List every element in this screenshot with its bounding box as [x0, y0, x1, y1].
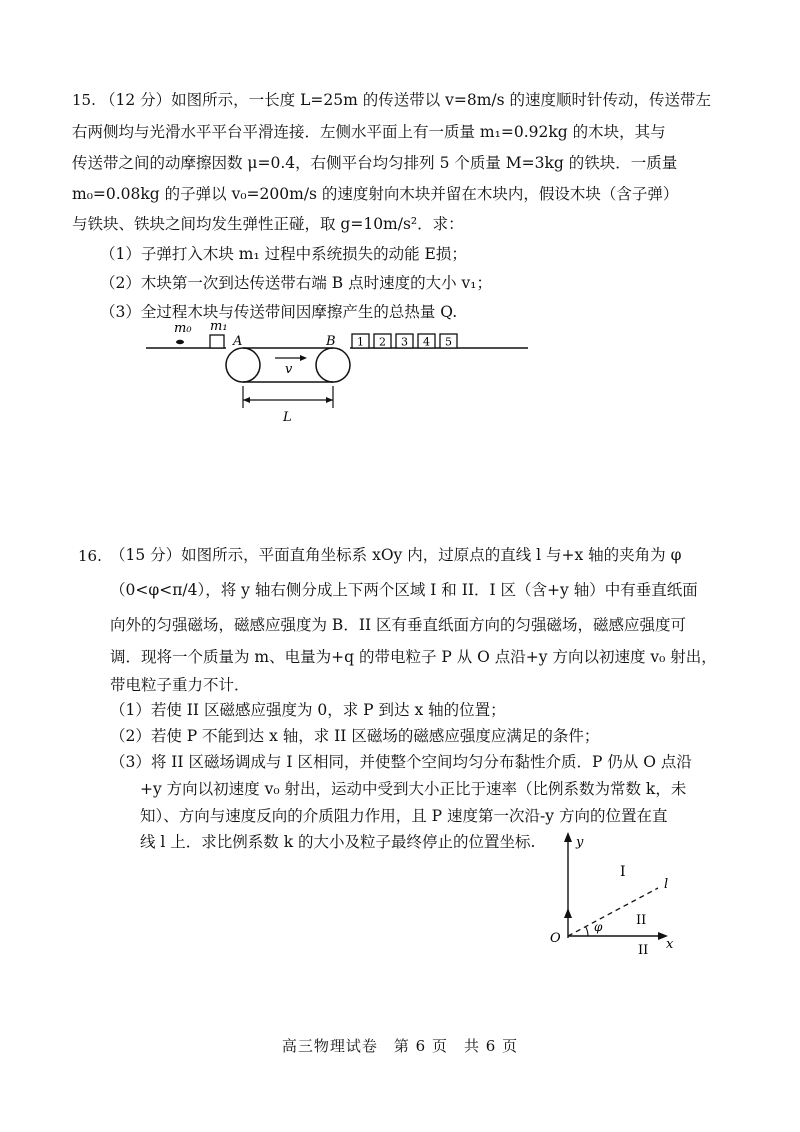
q15-part-3: （3）全过程木块与传送带间因摩擦产生的总热量 Q. — [100, 303, 458, 321]
question-15-number: 15. — [72, 91, 96, 109]
iron-block-4-label: 4 — [423, 335, 430, 349]
bullet-dot — [176, 340, 184, 344]
q16-line-5: 带电粒子重力不计． — [110, 676, 250, 694]
wood-block — [210, 335, 224, 348]
q15-part-2: （2）木块第一次到达传送带右端 B 点时速度的大小 v₁； — [100, 274, 493, 292]
q16-part-1: （1）若使 II 区磁感应强度为 0，求 P 到达 x 轴的位置； — [110, 701, 506, 719]
length-arrow-left — [243, 397, 250, 403]
question-16-number: 16. — [78, 547, 102, 565]
q15-line-2: 右两侧均与光滑水平平台平滑连接．左侧水平面上有一质量 m₁=0.92kg 的木块，其与 — [72, 123, 666, 141]
point-b-label: B — [326, 334, 336, 349]
page-footer: 高三物理试卷 第 6 页 共 6 页 — [281, 1037, 519, 1055]
length-arrow-right — [326, 397, 333, 403]
q16-line-1: （15 分）如图所示，平面直角坐标系 xOy 内，过原点的直线 l 与+x 轴的夹角为 φ — [110, 546, 682, 564]
block-label: m₁ — [210, 319, 228, 334]
q16-line-2: （0<φ<π/4），将 y 轴右侧分成上下两个区域 I 和 II．I 区（含+y 轴）中有垂直纸面 — [110, 581, 698, 599]
y-axis-label: y — [576, 835, 584, 850]
q16-line-4: 调．现将一个质量为 m、电量为+q 的带电粒子 P 从 O 点沿+y 方向以初速度 v₀ 射出， — [110, 648, 717, 666]
q16-part-3-line-1: （3）将 II 区磁场调成与 I 区相同，并使整个空间均匀分布黏性介质．P 仍从 O 点沿 — [110, 753, 692, 771]
x-axis-label: x — [666, 937, 674, 952]
iron-block-3-label: 3 — [401, 335, 408, 349]
q16-part-2: （2）若使 P 不能到达 x 轴，求 II 区磁场的磁感应强度应满足的条件； — [110, 727, 600, 745]
iron-block-1-label: 1 — [357, 335, 364, 349]
coordinate-figure — [540, 830, 690, 970]
q16-part-3-line-2: +y 方向以初速度 v₀ 射出，运动中受到大小正比于速率（比例系数为常数 k，未 — [140, 780, 687, 798]
conveyor-belt-figure — [140, 318, 540, 428]
right-pulley — [316, 348, 350, 382]
region-1-label: I — [620, 864, 626, 880]
q16-part-3-line-4: 线 l 上．求比例系数 k 的大小及粒子最终停止的位置坐标. — [140, 833, 536, 851]
bullet-label: m₀ — [174, 321, 192, 336]
y-axis-arrow — [564, 832, 572, 842]
angle-label: φ — [594, 920, 603, 934]
origin-label: O — [550, 931, 561, 946]
velocity-label: v — [285, 362, 293, 377]
q15-line-4: m₀=0.08kg 的子弹以 v₀=200m/s 的速度射向木块并留在木块内，假设木块（含子弹） — [72, 185, 679, 203]
angle-arc — [586, 927, 588, 936]
initial-velocity-arrow — [564, 908, 572, 918]
region-2-label-upper: II — [636, 913, 647, 928]
left-pulley — [226, 348, 260, 382]
q15-line-3: 传送带之间的动摩擦因数 μ=0.4，右侧平台均匀排列 5 个质量 M=3kg 的铁块．一质量 — [72, 154, 678, 172]
iron-block-2-label: 2 — [379, 335, 386, 349]
q15-line-1: （12 分）如图所示，一长度 L=25m 的传送带以 v=8m/s 的速度顺时针传动，传送带左 — [100, 91, 712, 109]
velocity-arrow-head — [300, 355, 307, 361]
q15-line-5: 与铁块、铁块之间均发生弹性正碰，取 g=10m/s²．求： — [72, 215, 464, 233]
iron-block-5-label: 5 — [445, 335, 452, 349]
region-2-label-lower: II — [638, 943, 649, 958]
line-l-label: l — [664, 877, 669, 892]
length-label: L — [283, 410, 292, 425]
line-l — [568, 888, 658, 936]
q15-part-1: （1）子弹打入木块 m₁ 过程中系统损失的动能 E损； — [100, 245, 467, 263]
point-a-label: A — [233, 334, 243, 349]
q16-part-3-line-3: 知）、方向与速度反向的介质阻力作用，且 P 速度第一次沿-y 方向的位置在直 — [140, 807, 668, 825]
q16-line-3: 向外的匀强磁场，磁感应强度为 B．II 区有垂直纸面方向的匀强磁场，磁感应强度可 — [110, 616, 686, 634]
iron-blocks — [352, 334, 457, 349]
